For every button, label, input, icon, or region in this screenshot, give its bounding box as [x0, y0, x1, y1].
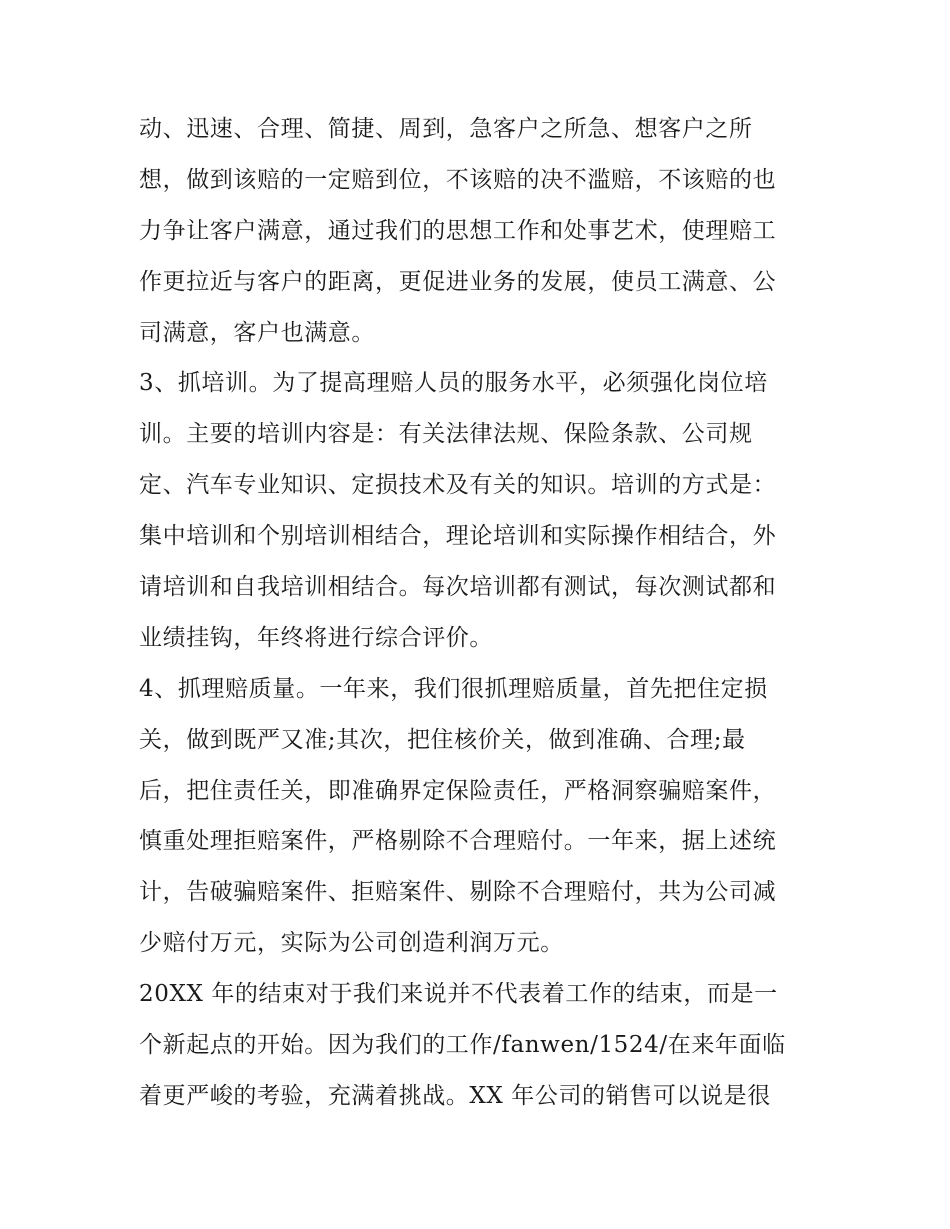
text-line: 4、抓理赔质量。一年来，我们很抓理赔质量，首先把住定损 [139, 675, 768, 702]
text-line: 3、抓培训。为了提高理赔人员的服务水平，必须强化岗位培 [139, 370, 768, 397]
text-line: 作更拉近与客户的距离，更促进业务的发展，使员工满意、公 [139, 268, 777, 295]
text-line: 少赔付万元，实际为公司创造利润万元。 [139, 930, 564, 957]
text-line: 想，做到该赔的一定赔到位，不该赔的决不滥赔，不该赔的也 [139, 166, 777, 193]
text-line: 慎重处理拒赔案件，严格剔除不合理赔付。一年来，据上述统 [139, 828, 777, 855]
text-line: 个新起点的开始。因为我们的工作/fanwen/1524/在来年面临 [139, 1032, 786, 1059]
text-line: 计，告破骗赔案件、拒赔案件、剔除不合理赔付，共为公司减 [139, 879, 777, 906]
text-line: 20XX 年的结束对于我们来说并不代表着工作的结束，而是一 [139, 981, 778, 1008]
text-line: 请培训和自我培训相结合。每次培训都有测试，每次测试都和 [139, 574, 777, 601]
text-line: 动、迅速、合理、简捷、周到，急客户之所急、想客户之所 [139, 116, 753, 142]
text-line: 力争让客户满意，通过我们的思想工作和处事艺术，使理赔工 [139, 217, 777, 244]
text-line: 司满意，客户也满意。 [139, 319, 375, 346]
text-line: 定、汽车专业知识、定损技术及有关的知识。培训的方式是： [139, 472, 777, 499]
text-line: 着更严峻的考验，充满着挑战。XX 年公司的销售可以说是很 [139, 1082, 771, 1109]
text-line: 集中培训和个别培训相结合，理论培训和实际操作相结合，外 [139, 523, 777, 550]
document-body [139, 104, 819, 1122]
text-line: 关，做到既严又准;其次，把住核价关，做到准确、合理;最 [139, 726, 746, 753]
text-line: 业绩挂钩，年终将进行综合评价。 [139, 624, 493, 651]
text-line: 后，把住责任关，即准确界定保险责任，严格洞察骗赔案件， [139, 777, 777, 804]
text-line: 训。主要的培训内容是：有关法律法规、保险条款、公司规 [139, 421, 753, 448]
